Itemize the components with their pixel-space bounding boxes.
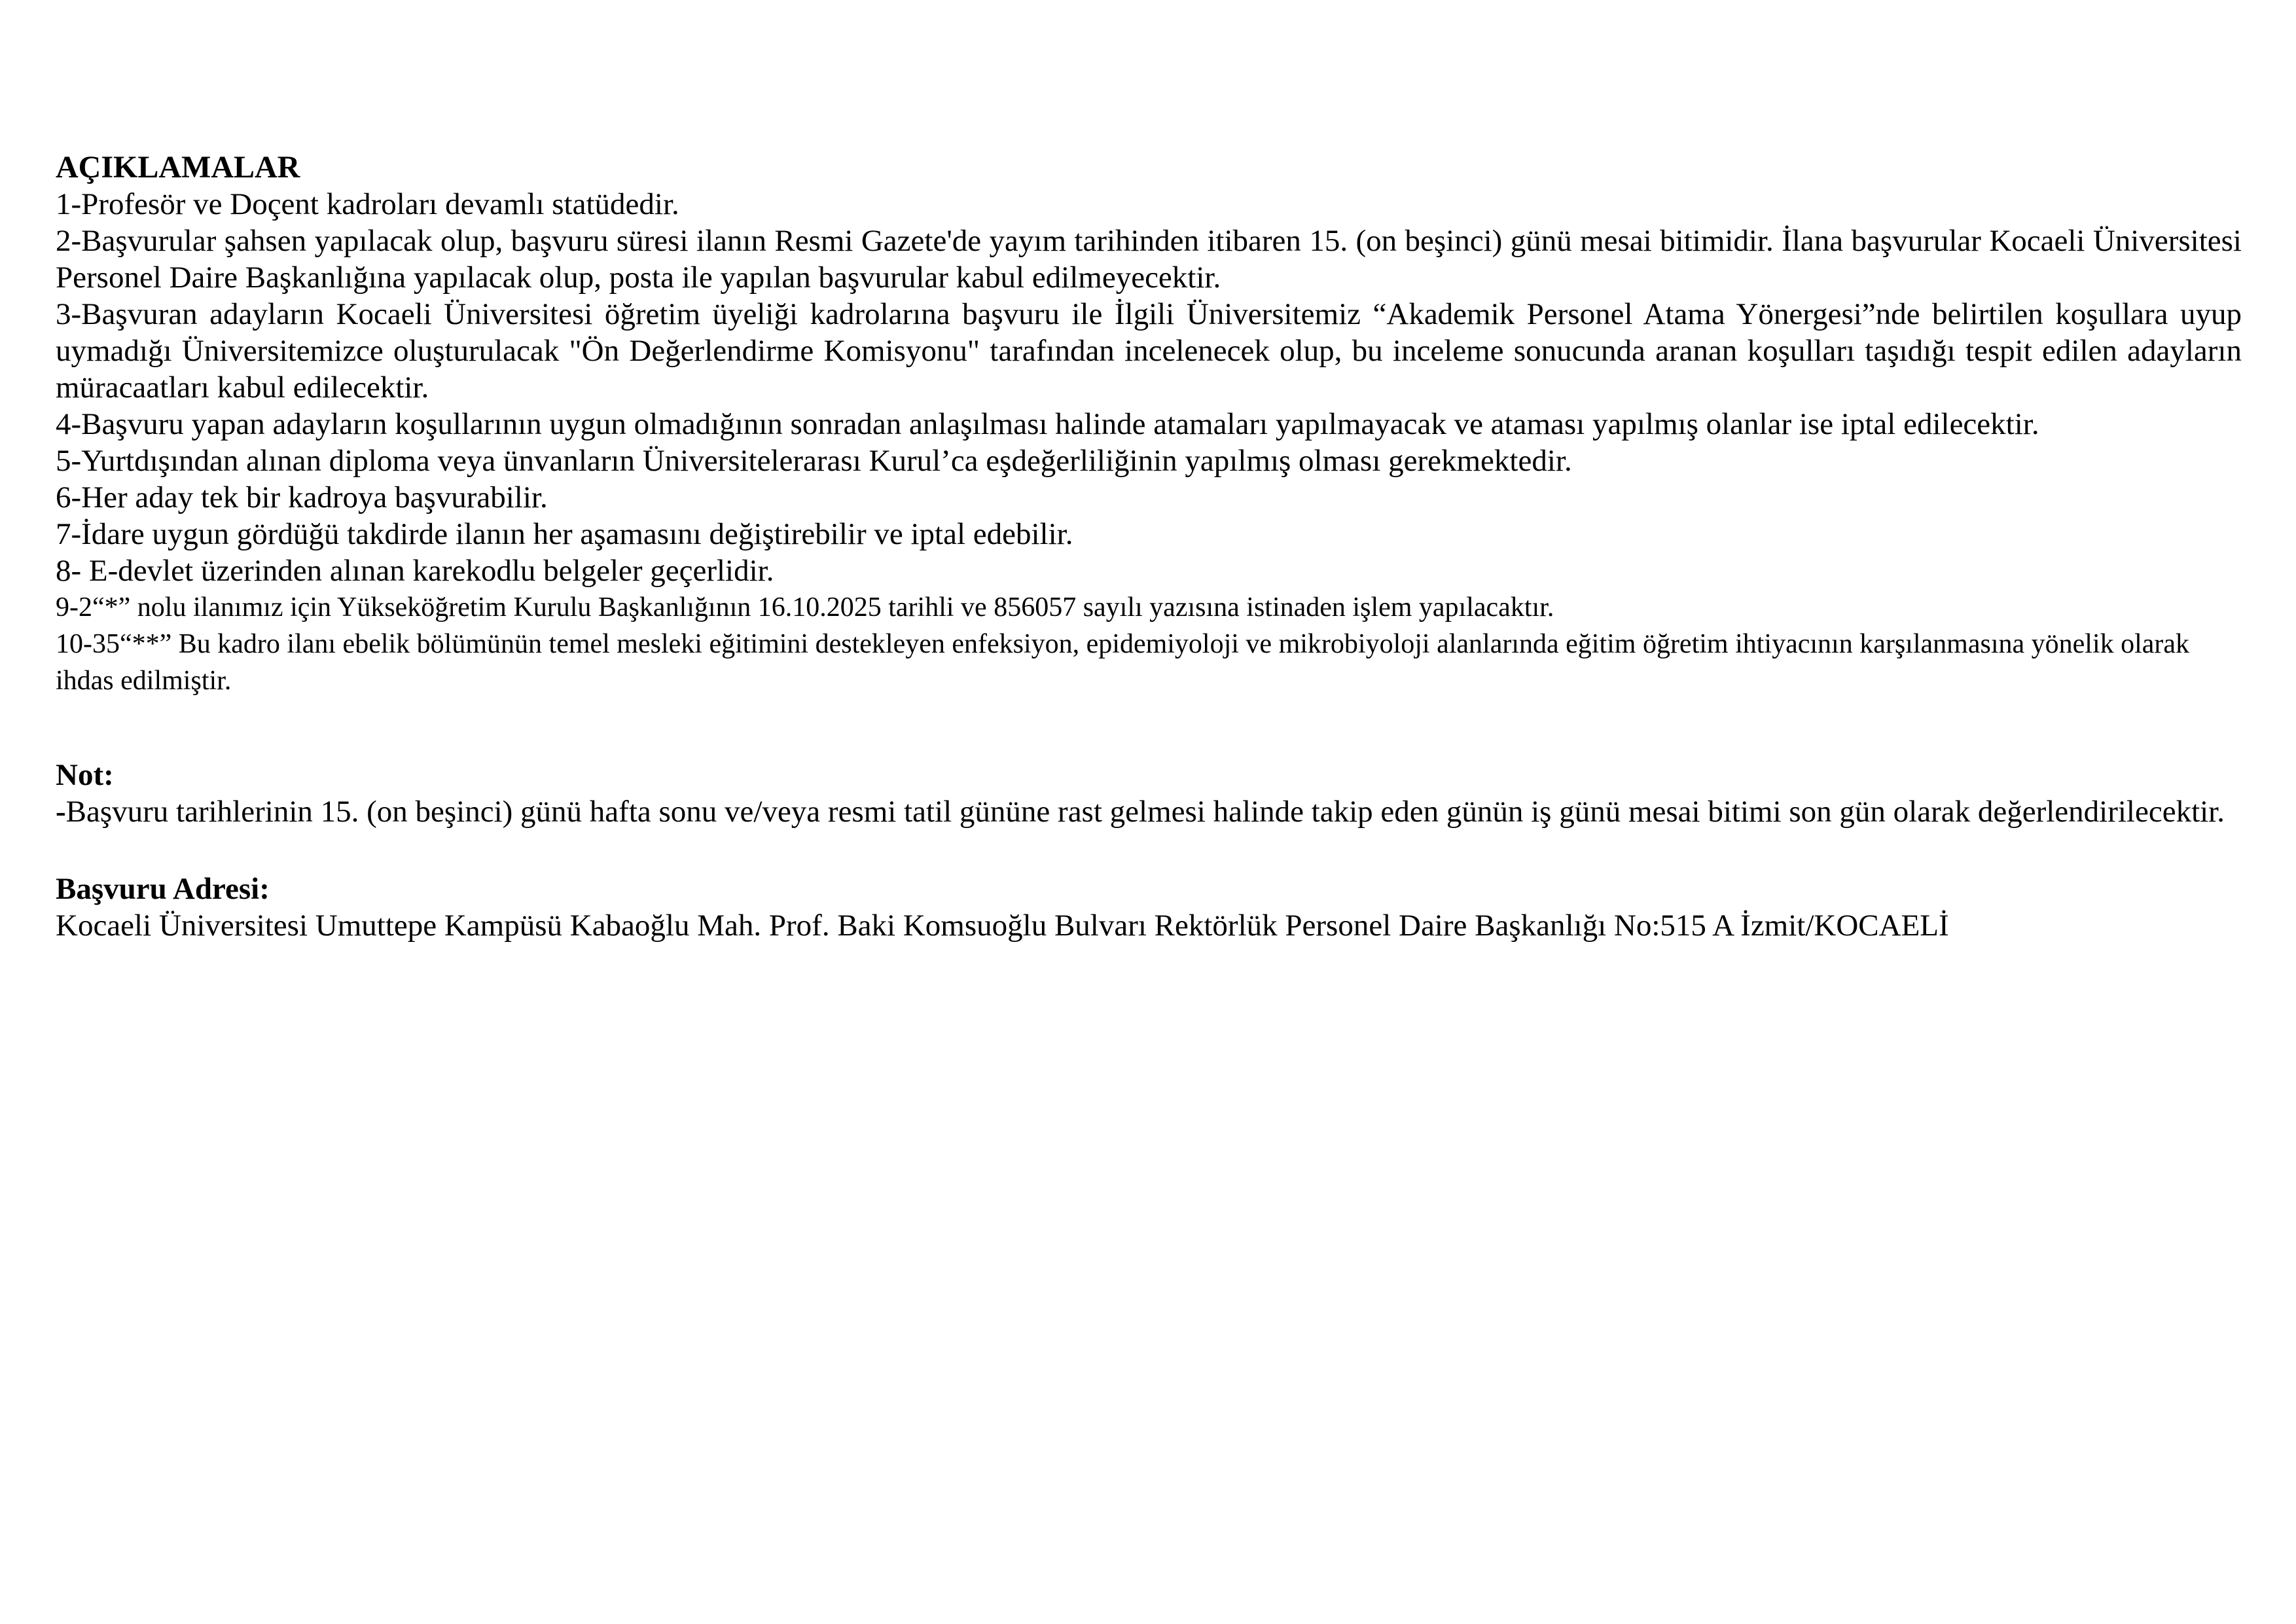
- address-heading: Başvuru Adresi:: [56, 872, 270, 906]
- address-text: Kocaeli Üniversitesi Umuttepe Kampüsü Kabaoğlu Mah. Prof. Baki Komsuoğlu Bulvarı Rektörlük Personel Daire Başkanlığı No:515 A İzmit/KOCAELİ: [56, 909, 1949, 943]
- note-paragraph: [56, 793, 2242, 830]
- explanation-item-5: 5-Yurtdışından alınan diploma veya ünvanların Üniversitelerarası Kurul’ca eşdeğerliliğinin yapılmış olması gerekmektedir.: [56, 444, 1572, 478]
- explanation-item-9: 9-2“*” nolu ilanımız için Yükseköğretim Kurulu Başkanlığının 16.10.2025 tarihli ve 856057 sayılı yazısına istinaden işlem yapılacaktır.: [56, 592, 1554, 623]
- note-bullet-dash: -: [56, 795, 66, 829]
- explanation-item-6: 6-Her aday tek bir kadroya başvurabilir.: [56, 480, 548, 514]
- address-section: [56, 871, 2242, 944]
- explanation-item-10: 10-35“**” Bu kadro ilanı ebelik bölümünün temel mesleki eğitimini destekleyen enfeksiyon, epidemiyoloji ve mikrobiyoloji alanlarında eğitim öğretim ihtiyacının karşılanmasına yönelik olarak ihdas edilmiştir.: [56, 629, 2190, 696]
- note-text: Başvuru tarihlerinin 15. (on beşinci) günü hafta sonu ve/veya resmi tatil gününe rast gelmesi halinde takip eden günün iş günü mesai bitimi son gün olarak değerlendirilecektir.: [65, 795, 2225, 829]
- document-content: [56, 149, 2242, 944]
- explanations-heading: AÇIKLAMALAR: [56, 150, 300, 185]
- explanation-item-7: 7-İdare uygun gördüğü takdirde ilanın her aşamasını değiştirebilir ve iptal edebilir.: [56, 517, 1073, 551]
- explanation-item-4: 4-Başvuru yapan adayların koşullarının uygun olmadığının sonradan anlaşılması halinde atamaları yapılmayacak ve ataması yapılmış olanlar ise iptal edilecektir.: [56, 407, 2039, 441]
- note-heading: Not:: [56, 758, 114, 792]
- explanation-item-3: 3-Başvuran adayların Kocaeli Üniversitesi öğretim üyeliği kadrolarına başvuru ile İlgili Üniversitemiz “Akademik Personel Atama Yönergesi”nde belirtilen koşullara uyup uymadığı Üniversitemizce oluşturulacak "Ön Değerlendirme Komisyonu" tarafından incelenecek olup, bu inceleme sonucunda aranan koşulları taşıdığı tespit edilen adayların müracaatları kabul edilecektir.: [56, 297, 2242, 405]
- note-section: [56, 757, 2242, 830]
- explanation-item-2: 2-Başvurular şahsen yapılacak olup, başvuru süresi ilanın Resmi Gazete'de yayım tarihinden itibaren 15. (on beşinci) günü mesai bitimidir. İlana başvurular Kocaeli Üniversitesi Personel Daire Başkanlığına yapılacak olup, posta ile yapılan başvurular kabul edilmeyecektir.: [56, 224, 2242, 295]
- explanation-item-1: 1-Profesör ve Doçent kadroları devamlı statüdedir.: [56, 187, 679, 221]
- explanation-item-8: 8- E-devlet üzerinden alınan karekodlu belgeler geçerlidir.: [56, 554, 774, 588]
